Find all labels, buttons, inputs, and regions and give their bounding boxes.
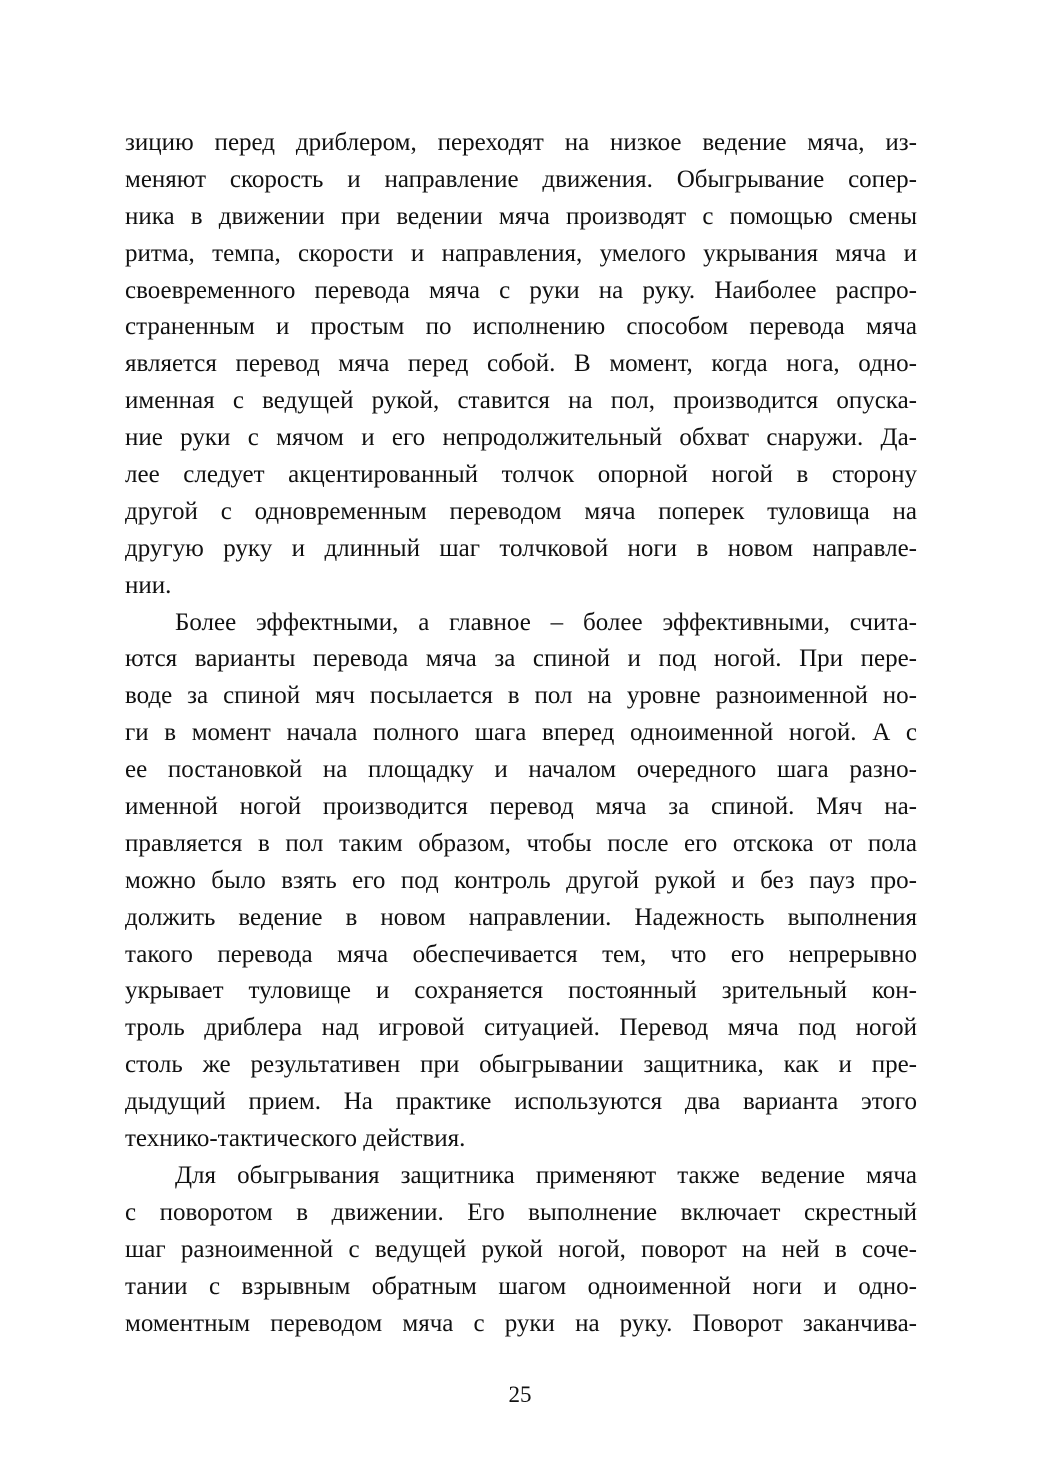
text-line: шаг разноименной с ведущей рукой ногой, поворот на ней в соче- (125, 1235, 917, 1263)
text-line: можно было взять его под контроль другой рукой и без пауз про- (125, 866, 917, 894)
text-line: своевременного перевода мяча с руки на руку. Наиболее распро- (125, 276, 917, 304)
text-line: ника в движении при ведении мяча производят с помощью смены (125, 202, 917, 230)
text-line: именной ногой производится перевод мяча за спиной. Мяч на- (125, 793, 917, 821)
text-line: дыдущий прием. На практике используются два варианта этого (125, 1088, 917, 1116)
text-line: ритма, темпа, скорости и направления, умелого укрывания мяча и (125, 239, 917, 267)
text-line: тании с взрывным обратным шагом одноименной ноги и одно- (125, 1272, 917, 1300)
text-line: Для обыгрывания защитника применяют также ведение мяча (175, 1161, 917, 1189)
text-line: ги в момент начала полного шага вперед одноименной ногой. А с (125, 719, 917, 747)
text-line: ние руки с мячом и его непродолжительный обхват снаружи. Да- (125, 424, 917, 452)
body-text (125, 125, 917, 1342)
text-line: другую руку и длинный шаг толчковой ноги в новом направле- (125, 534, 917, 562)
text-line: такого перевода мяча обеспечивается тем, что его непрерывно (125, 940, 917, 968)
text-line: меняют скорость и направление движения. Обыгрывание сопер- (125, 165, 917, 193)
text-line: Более эффектными, а главное – более эффективными, счита- (175, 608, 917, 636)
text-line: является перевод мяча перед собой. В момент, когда нога, одно- (125, 350, 917, 378)
text-line: технико-тактического действия. (125, 1125, 466, 1153)
text-line: моментным переводом мяча с руки на руку. Поворот заканчива- (125, 1309, 917, 1337)
text-line: зицию перед дриблером, переходят на низкое ведение мяча, из- (125, 129, 917, 156)
text-line: воде за спиной мяч посылается в пол на уровне разноименной но- (125, 682, 917, 710)
text-line: с поворотом в движении. Его выполнение включает скрестный (125, 1198, 917, 1226)
text-line: столь же результативен при обыгрывании защитника, как и пре- (125, 1051, 917, 1079)
text-line: именная с ведущей рукой, ставится на пол, производится опуска- (125, 387, 917, 415)
text-line: лее следует акцентированный толчок опорной ногой в сторону (125, 461, 917, 489)
text-line: страненным и простым по исполнению способом перевода мяча (125, 313, 917, 341)
text-line: ются варианты перевода мяча за спиной и под ногой. При пере- (125, 645, 917, 673)
text-line: другой с одновременным переводом мяча поперек туловища на (125, 497, 917, 525)
text-line: должить ведение в новом направлении. Надежность выполнения (125, 903, 917, 931)
page-number: 25 (508, 1382, 532, 1407)
text-line: троль дриблера над игровой ситуацией. Перевод мяча под ногой (125, 1014, 917, 1042)
text-line: правляется в пол таким образом, чтобы после его отскока от пола (125, 829, 917, 857)
text-line: ее постановкой на площадку и началом очередного шага разно- (125, 756, 917, 784)
text-line: нии. (125, 571, 172, 599)
text-line: укрывает туловище и сохраняется постоянный зрительный кон- (125, 977, 917, 1005)
